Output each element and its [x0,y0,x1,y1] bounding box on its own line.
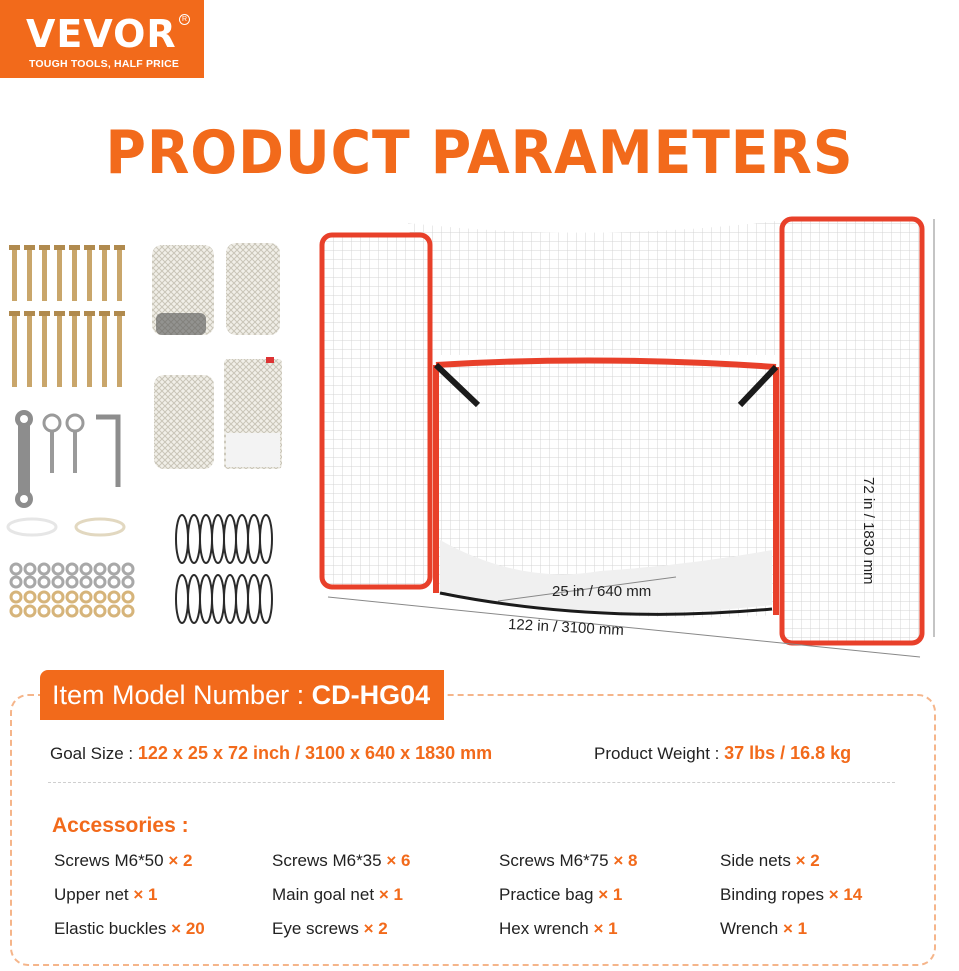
accessory-name: Eye screws [272,919,359,938]
eye-screws-icon [44,415,83,473]
accessory-item [272,851,410,871]
elastic-buckles-icon [176,515,272,623]
accessory-qty: × 2 [363,919,388,938]
weight-value: 37 lbs / 16.8 kg [724,743,852,763]
divider [48,782,895,783]
height-dimension: 72 in / 1830 mm [860,477,877,585]
accessory-qty: × 1 [598,885,623,904]
model-value: CD-HG04 [311,680,431,710]
accessory-item [54,919,205,939]
product-illustration [0,205,959,675]
accessory-qty: × 2 [168,851,193,870]
accessory-name: Main goal net [272,885,375,904]
washers-icon [11,564,133,616]
accessory-qty: × 14 [828,885,863,904]
accessory-name: Side nets [720,851,791,870]
goal-size-label: Goal Size : [50,744,134,763]
depth-dimension: 25 in / 640 mm [552,583,652,600]
model-label: Item Model Number : [52,680,305,710]
accessory-qty: × 1 [783,919,808,938]
accessory-name: Screws M6*75 [499,851,609,870]
registered-mark: R [179,14,190,25]
accessory-item [720,919,807,939]
brand-tagline: TOUGH TOOLS, HALF PRICE [29,58,180,70]
accessory-qty: × 2 [795,851,820,870]
accessory-item [720,885,862,905]
accessory-qty: × 6 [386,851,411,870]
accessory-item [499,851,637,871]
page-title: PRODUCT PARAMETERS [105,118,854,188]
accessory-item [499,885,622,905]
brand-name: VEVOR [26,12,177,56]
accessory-name: Elastic buckles [54,919,167,938]
vevor-logo [0,0,204,78]
accessory-item [54,885,158,905]
goal-size [50,743,492,764]
accessory-item [499,919,618,939]
accessory-name: Binding ropes [720,885,824,904]
accessories-title: Accessories : [52,814,189,837]
accessory-item [272,919,388,939]
accessory-name: Upper net [54,885,129,904]
product-weight [594,743,851,764]
weight-label: Product Weight : [594,744,720,763]
accessory-item [720,851,820,871]
accessory-name: Screws M6*50 [54,851,164,870]
wrench-icon [15,410,33,508]
accessory-qty: × 8 [613,851,638,870]
product-image [0,205,959,675]
hex-wrench-icon [96,417,118,487]
binding-ropes-icon [8,519,124,535]
accessory-qty: × 20 [171,919,205,938]
screws-icon [9,245,125,387]
accessory-item [272,885,403,905]
model-number-badge [40,670,444,720]
accessory-qty: × 1 [378,885,403,904]
net-bundles-icon [152,243,282,469]
accessory-qty: × 1 [133,885,158,904]
accessory-name: Screws M6*35 [272,851,382,870]
accessory-qty: × 1 [593,919,618,938]
accessory-name: Hex wrench [499,919,589,938]
accessory-name: Practice bag [499,885,594,904]
accessory-name: Wrench [720,919,779,938]
goal-size-value: 122 x 25 x 72 inch / 3100 x 640 x 1830 mm [137,743,493,763]
accessory-item [54,851,192,871]
width-dimension: 122 in / 3100 mm [507,615,625,640]
